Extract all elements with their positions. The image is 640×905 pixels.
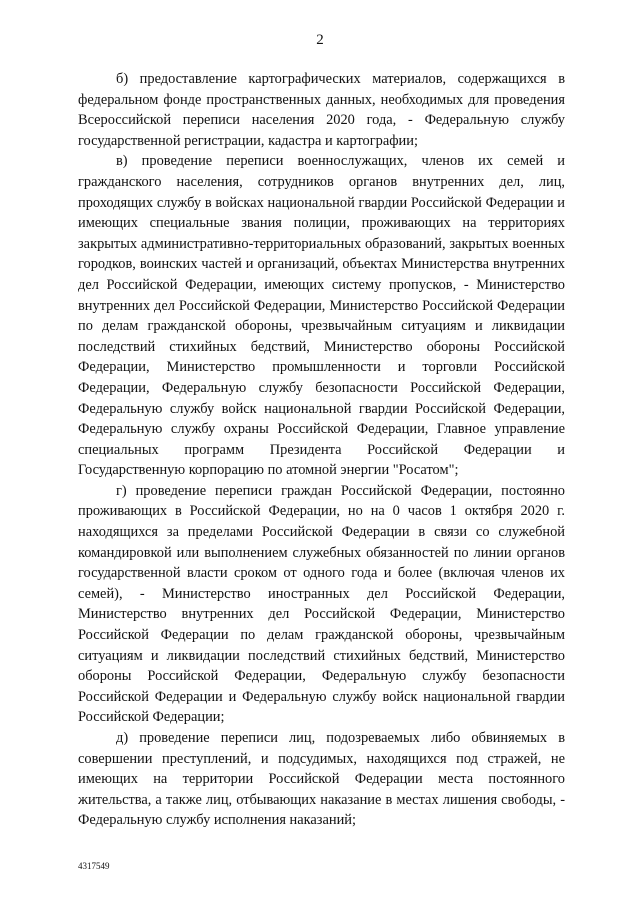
page-number: 2 xyxy=(316,32,324,48)
paragraph-v: в) проведение переписи военнослужащих, членов их семей и гражданского населения, сотрудников органов внутренних дел, лиц, проходящих службу в войсках национальной гвардии Российской Федерации и имеющих специальные звания полиции, проживающих на территориях закрытых административно-территориальных образований, закрытых военных городков, воинских частей и организаций, объектах Министерства внутренних дел Российской Федерации, имеющих систему пропусков, - Министерство внутренних дел Российской Федерации, Министерство Российской Федерации по делам гражданской обороны, чрезвычайным ситуациям и ликвидации последствий стихийных бедствий, Министерство обороны Российской Федерации, Министерство промышленности и торговли Российской Федерации, Федеральную службу безопасности Российской Федерации, Федеральную службу войск национальной гвардии Российской Федерации, Федеральную службу охраны Российской Федерации, Главное управление специальных программ Президента Российской Федерации и Государственную корпорацию по атомной энергии "Росатом"; xyxy=(78,153,565,479)
paragraph-d: д) проведение переписи лиц, подозреваемых либо обвиняемых в совершении преступлений, и подсудимых, находящихся под стражей, не имеющих на территории Российской Федерации места постоянного жительства, а также лиц, отбывающих наказание в местах лишения свободы, - Федеральную службу исполнения наказаний; xyxy=(78,730,565,829)
document-body xyxy=(78,69,565,831)
paragraph-g: г) проведение переписи граждан Российской Федерации, постоянно проживающих в Российской Федерации, но на 0 часов 1 октября 2020 г. находящихся за пределами Российской Федерации в связи со служебной командировкой или выполнением служебных обязанностей по линии органов государственной власти сроком от одного года и более (включая членов их семей), - Министерство иностранных дел Российской Федерации, Министерство внутренних дел Российской Федерации, Министерство Российской Федерации по делам гражданской обороны, чрезвычайным ситуациям и ликвидации последствий стихийных бедствий, Министерство обороны Российской Федерации, Федеральную службу безопасности Российской Федерации и Федеральную службу войск национальной гвардии Российской Федерации; xyxy=(78,482,565,726)
paragraph-b: б) предоставление картографических материалов, содержащихся в федеральном фонде пространственных данных, необходимых для проведения Всероссийской переписи населения 2020 года, - Федеральную службу государственной регистрации, кадастра и картографии; xyxy=(78,71,565,149)
document-code: 4317549 xyxy=(78,861,110,871)
